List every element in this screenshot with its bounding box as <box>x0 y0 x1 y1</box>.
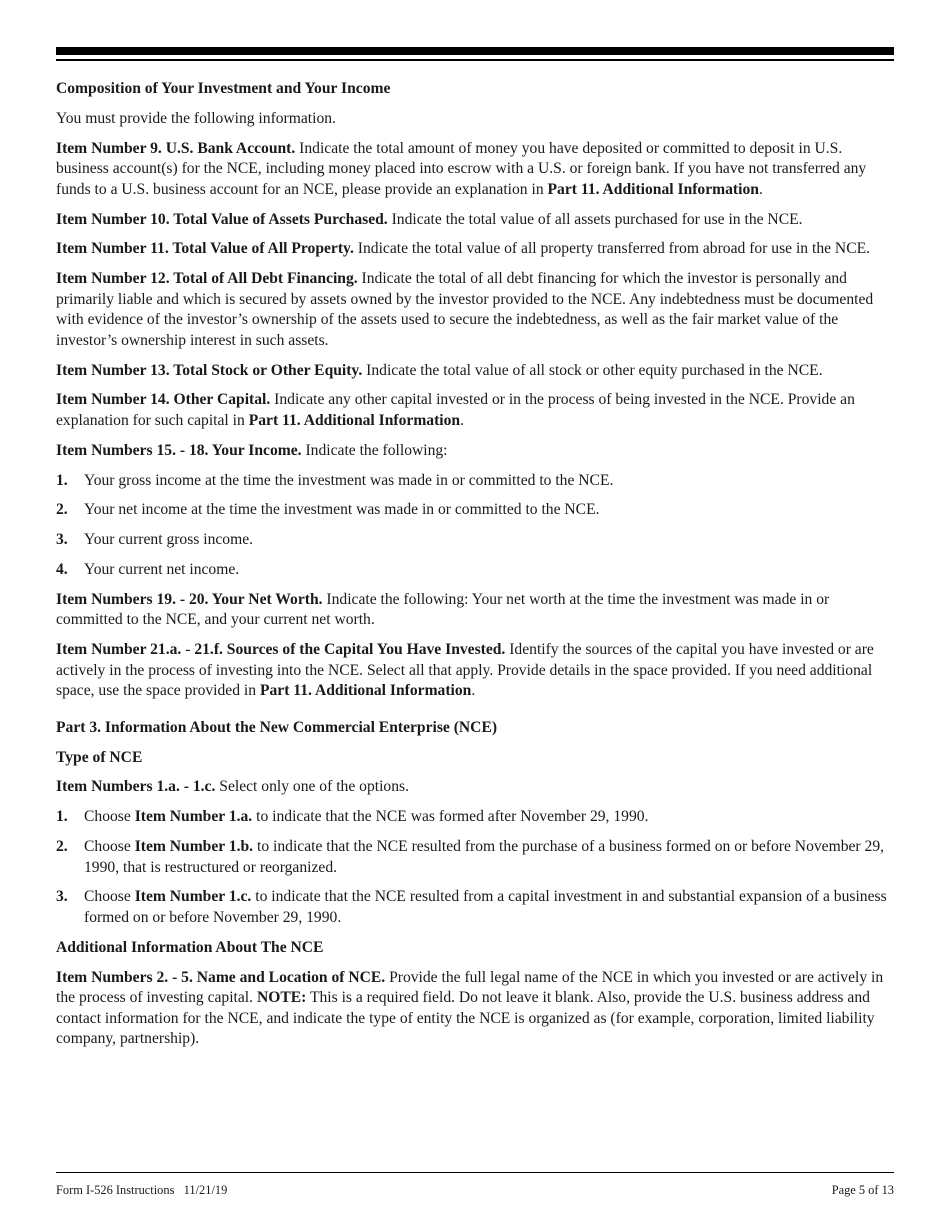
list-item-pre: Choose <box>84 888 135 906</box>
item-9-ref: Part 11. Additional Information <box>547 180 759 198</box>
item-15-18-text: Indicate the following: <box>301 441 448 459</box>
list-item <box>56 837 894 878</box>
list-item-post: to indicate that the NCE resulted from the purchase of a business formed on or before November 29, 1990, that is restructured or reorganized. <box>84 838 885 876</box>
item-14-text: Indicate any other capital invested or in the process of being invested in the NCE. Provide an explanation for such capital in <box>56 391 855 430</box>
item-14-end: . <box>460 412 465 430</box>
list-item-text: Your gross income at the time the investment was made in or committed to the NCE. <box>84 471 614 489</box>
page-content <box>56 79 894 1059</box>
list-item-text: Your net income at the time the investment was made in or committed to the NCE. <box>84 501 600 519</box>
list-item-number: 4. <box>56 560 68 578</box>
item-14-ref: Part 11. Additional Information <box>248 412 461 430</box>
header-rule-thin <box>56 59 894 61</box>
type-of-nce-subheading: Type of NCE <box>56 748 143 766</box>
items-1-text: Select only one of the options. <box>215 778 409 796</box>
item-12-paragraph <box>56 269 894 351</box>
list-item-text <box>84 837 894 878</box>
item-19-20-paragraph <box>56 590 894 631</box>
item-9-text: Indicate the total amount of money you have deposited or committed to deposit in U.S. business account(s) for the NCE, including money placed into escrow with a U.S. or foreign bank. If you have not transferred any funds to a U.S. business account for an NCE, please provide an explanation in <box>56 139 867 198</box>
item-21-end: . <box>471 682 476 700</box>
additional-info-subheading: Additional Information About The NCE <box>56 938 324 956</box>
items-2-5-text-2: This is a required field. Do not leave it blank. Also, provide the U.S. business address and contact information for the NCE, and indicate the type of entity the NCE is organized as (for example, corporation, limited liability company, partnership). <box>56 989 875 1048</box>
item-10-text: Indicate the total value of all assets purchased for use in the NCE. <box>387 210 803 228</box>
list-item <box>56 530 894 551</box>
list-item <box>56 500 894 521</box>
list-item-number: 1. <box>56 471 68 489</box>
list-item-ref: Item Number 1.a. <box>134 808 253 826</box>
list-item-text <box>84 807 894 828</box>
item-9-lead: Item Number 9. U.S. Bank Account. <box>56 139 296 157</box>
item-9-end: . <box>758 180 763 198</box>
item-11-text: Indicate the total value of all property transferred from abroad for use in the NCE. <box>353 240 871 258</box>
list-item <box>56 560 894 581</box>
items-1-lead: Item Numbers 1.a. - 1.c. <box>56 778 216 796</box>
item-12-lead: Item Number 12. Total of All Debt Financing. <box>56 270 358 288</box>
list-item-number: 3. <box>56 888 68 906</box>
item-12-text: Indicate the total of all debt financing for which the investor is personally and primarily liable and which is secured by assets owned by the investor provided to the NCE. Any indebtedness must be documented with evidence of the investor’s ownership of the assets used to secure the indebtedness, as well as the fair market value of the investor’s ownership interest in such assets. <box>56 270 874 349</box>
footer-form-name: Form I-526 Instructions 11/21/19 <box>56 1183 228 1197</box>
list-item-ref: Item Number 1.b. <box>134 838 254 855</box>
list-item-number: 2. <box>56 501 68 519</box>
item-19-20-text: Indicate the following: Your net worth at the time the investment was made in or committed to the NCE, and your current net worth. <box>56 590 830 629</box>
item-15-18-paragraph <box>56 441 894 462</box>
section-heading-composition: Composition of Your Investment and Your Income <box>56 80 391 97</box>
item-15-18-lead: Item Numbers 15. - 18. Your Income. <box>56 441 302 459</box>
item-21-sep: - <box>181 641 195 659</box>
items-2-5-lead: Item Numbers 2. - 5. Name and Location of NCE. <box>56 968 386 986</box>
item-19-20-lead: Item Numbers 19. - 20. Your Net Worth. <box>56 590 323 608</box>
item-9-paragraph <box>56 139 894 201</box>
list-item-post: to indicate that the NCE resulted from a capital investment in and substantial expansion of a business formed on or before November 29, 1990. <box>84 888 887 926</box>
item-10-lead: Item Number 10. Total Value of Assets Purchased. <box>56 210 388 228</box>
list-item <box>56 471 894 492</box>
list-item-text <box>84 887 894 928</box>
item-13-lead: Item Number 13. Total Stock or Other Equity. <box>56 361 363 379</box>
header-rule-thick <box>56 47 894 55</box>
items-2-5-text-1: Provide the full legal name of the NCE in which you invested or are actively in the process of investing capital. <box>56 968 884 1007</box>
item-21-lead-b: 21.f. Sources of the Capital You Have Invested. <box>194 641 506 659</box>
item-21-text: Identify the sources of the capital you have invested or are actively in the process of investing into the NCE. Select all that apply. Provide details in the space provided. If you need additional space, use the space provided in <box>56 641 874 700</box>
part-3-heading: Part 3. Information About the New Commercial Enterprise (NCE) <box>56 718 498 736</box>
list-item-number: 1. <box>56 808 68 826</box>
item-21-ref: Part 11. Additional Information <box>259 682 472 700</box>
item-13-paragraph <box>56 361 894 382</box>
items-2-5-paragraph <box>56 968 894 1050</box>
list-item-post: to indicate that the NCE was formed after November 29, 1990. <box>252 808 649 826</box>
list-item-pre: Choose <box>84 808 135 826</box>
list-item-ref: Item Number 1.c. <box>134 888 252 906</box>
list-item <box>56 807 894 828</box>
items-1-paragraph <box>56 777 894 798</box>
item-11-lead: Item Number 11. Total Value of All Property. <box>56 240 354 258</box>
list-item-text: Your current net income. <box>84 560 240 578</box>
items-2-5-note: NOTE: <box>256 989 307 1007</box>
item-21-lead-a: Item Number 21.a. <box>56 641 182 659</box>
list-item <box>56 887 894 928</box>
footer-page-number: Page 5 of 13 <box>831 1183 894 1197</box>
item-21-paragraph <box>56 640 894 702</box>
list-item-number: 2. <box>56 838 68 855</box>
footer-rule <box>56 1172 894 1173</box>
section-intro: You must provide the following information. <box>56 109 336 127</box>
item-11-paragraph <box>56 239 894 260</box>
item-10-paragraph <box>56 210 894 231</box>
list-item-text: Your current gross income. <box>84 531 254 549</box>
list-item-pre: Choose <box>84 838 135 855</box>
item-14-paragraph <box>56 390 894 431</box>
list-item-number: 3. <box>56 531 68 549</box>
item-14-lead: Item Number 14. Other Capital. <box>56 391 271 409</box>
item-13-text: Indicate the total value of all stock or other equity purchased in the NCE. <box>362 361 823 379</box>
